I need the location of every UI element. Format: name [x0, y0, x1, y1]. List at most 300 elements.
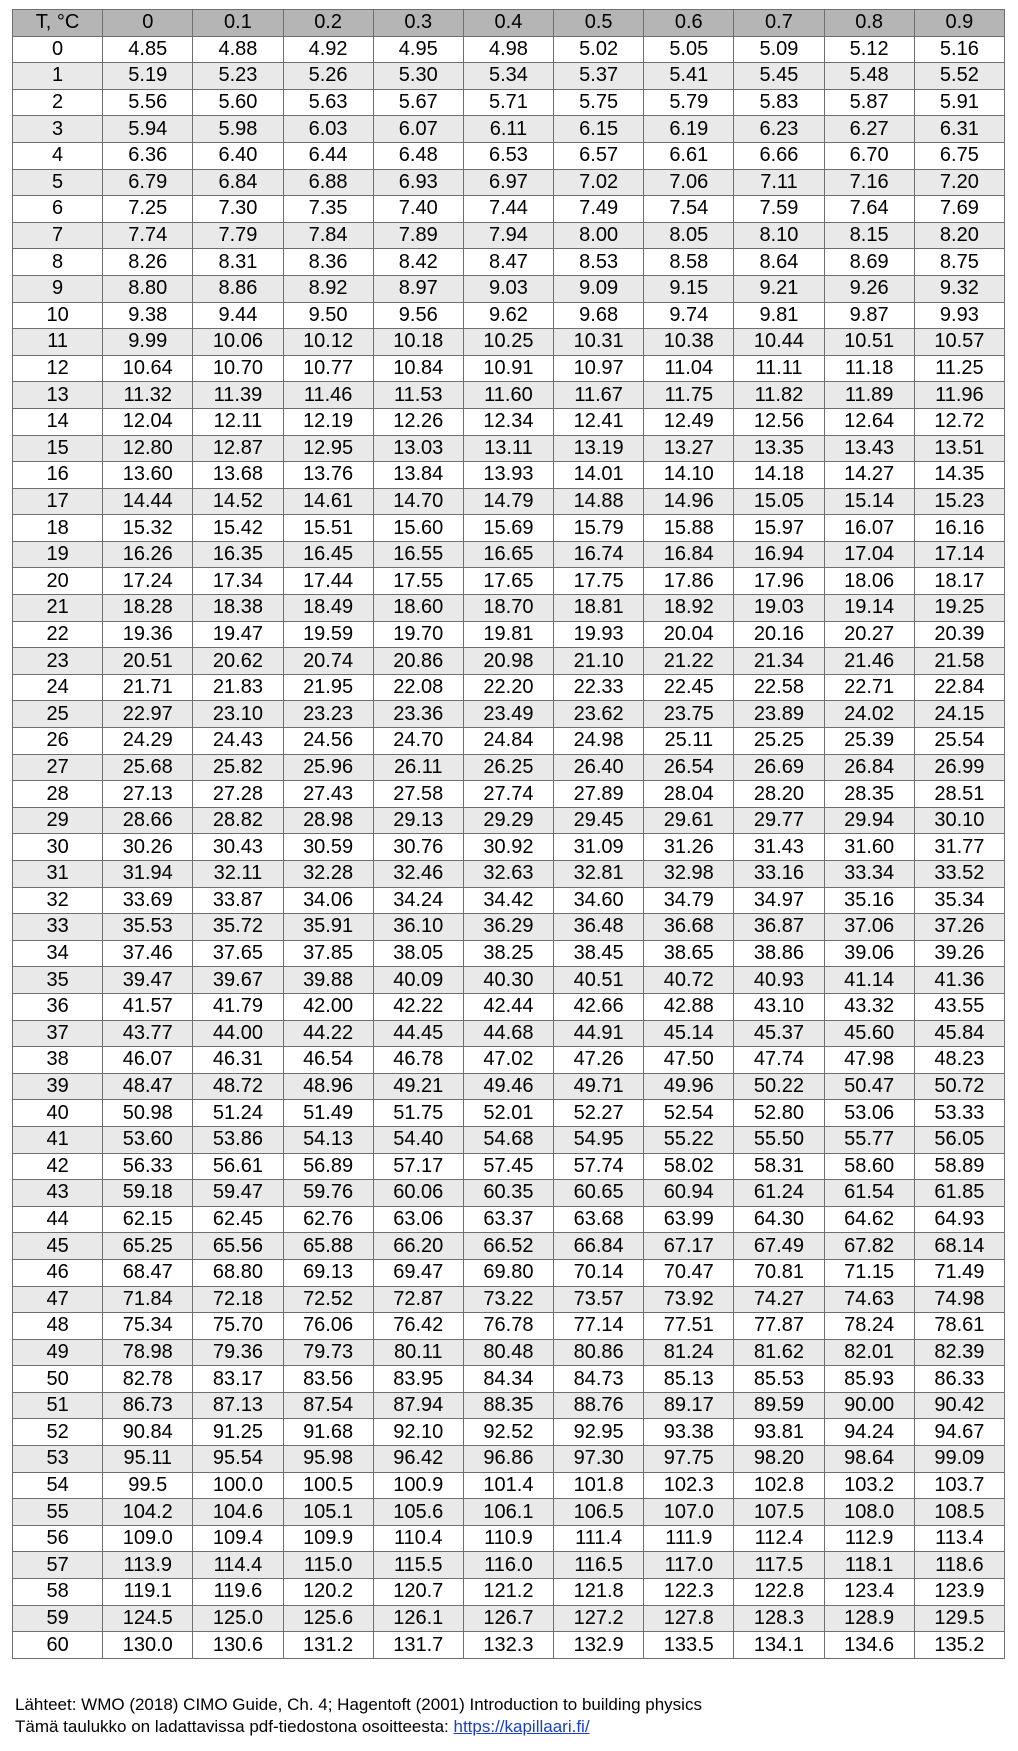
table-cell: 15.51 — [283, 515, 373, 542]
row-temperature-cell: 43 — [13, 1180, 103, 1207]
table-cell: 63.06 — [373, 1206, 463, 1233]
table-cell: 116.5 — [554, 1552, 644, 1579]
table-cell: 46.31 — [193, 1047, 283, 1074]
table-cell: 121.8 — [554, 1579, 644, 1606]
table-cell: 19.25 — [914, 595, 1004, 622]
table-cell: 63.99 — [644, 1206, 734, 1233]
table-cell: 72.87 — [373, 1286, 463, 1313]
table-cell: 6.93 — [373, 169, 463, 196]
table-cell: 54.95 — [554, 1126, 644, 1153]
table-cell: 122.3 — [644, 1579, 734, 1606]
table-cell: 24.15 — [914, 701, 1004, 728]
table-cell: 6.27 — [824, 116, 914, 143]
table-cell: 5.05 — [644, 36, 734, 63]
table-cell: 114.4 — [193, 1552, 283, 1579]
table-cell: 9.32 — [914, 275, 1004, 302]
table-cell: 59.76 — [283, 1180, 373, 1207]
table-cell: 51.24 — [193, 1100, 283, 1127]
table-cell: 32.46 — [373, 861, 463, 888]
table-cell: 84.34 — [463, 1366, 553, 1393]
table-cell: 33.34 — [824, 861, 914, 888]
table-header-row — [13, 10, 1005, 37]
table-cell: 20.04 — [644, 621, 734, 648]
table-cell: 13.76 — [283, 462, 373, 489]
row-temperature-cell: 6 — [13, 196, 103, 223]
row-temperature-cell: 13 — [13, 382, 103, 409]
table-cell: 45.14 — [644, 1020, 734, 1047]
table-cell: 20.74 — [283, 648, 373, 675]
table-cell: 6.84 — [193, 169, 283, 196]
table-cell: 38.45 — [554, 940, 644, 967]
table-cell: 68.80 — [193, 1259, 283, 1286]
table-cell: 5.63 — [283, 89, 373, 116]
table-cell: 30.59 — [283, 834, 373, 861]
table-cell: 31.43 — [734, 834, 824, 861]
table-row — [13, 781, 1005, 808]
table-cell: 9.68 — [554, 302, 644, 329]
table-cell: 10.77 — [283, 355, 373, 382]
row-temperature-cell: 25 — [13, 701, 103, 728]
table-row — [13, 621, 1005, 648]
table-cell: 120.7 — [373, 1579, 463, 1606]
table-cell: 8.53 — [554, 249, 644, 276]
table-cell: 115.0 — [283, 1552, 373, 1579]
table-cell: 9.99 — [103, 329, 193, 356]
table-cell: 8.05 — [644, 222, 734, 249]
table-cell: 92.52 — [463, 1419, 553, 1446]
row-temperature-cell: 18 — [13, 515, 103, 542]
table-cell: 12.56 — [734, 408, 824, 435]
row-temperature-cell: 21 — [13, 595, 103, 622]
table-cell: 46.07 — [103, 1047, 193, 1074]
table-cell: 18.49 — [283, 595, 373, 622]
table-cell: 59.18 — [103, 1180, 193, 1207]
table-cell: 27.74 — [463, 781, 553, 808]
table-cell: 44.91 — [554, 1020, 644, 1047]
table-row — [13, 1286, 1005, 1313]
table-cell: 43.55 — [914, 993, 1004, 1020]
table-row — [13, 275, 1005, 302]
table-cell: 7.25 — [103, 196, 193, 223]
table-cell: 78.61 — [914, 1313, 1004, 1340]
column-header: T, °C — [13, 10, 103, 37]
table-cell: 36.48 — [554, 914, 644, 941]
row-temperature-cell: 45 — [13, 1233, 103, 1260]
table-cell: 12.11 — [193, 408, 283, 435]
table-cell: 10.84 — [373, 355, 463, 382]
table-cell: 20.98 — [463, 648, 553, 675]
row-temperature-cell: 41 — [13, 1126, 103, 1153]
table-row — [13, 1126, 1005, 1153]
table-cell: 19.14 — [824, 595, 914, 622]
table-cell: 37.06 — [824, 914, 914, 941]
table-cell: 83.95 — [373, 1366, 463, 1393]
table-cell: 18.06 — [824, 568, 914, 595]
table-cell: 99.09 — [914, 1446, 1004, 1473]
table-cell: 30.26 — [103, 834, 193, 861]
table-cell: 32.11 — [193, 861, 283, 888]
table-cell: 47.50 — [644, 1047, 734, 1074]
table-cell: 5.48 — [824, 63, 914, 90]
table-cell: 15.60 — [373, 515, 463, 542]
column-header: 0.3 — [373, 10, 463, 37]
table-cell: 32.63 — [463, 861, 553, 888]
table-cell: 123.9 — [914, 1579, 1004, 1606]
table-cell: 6.19 — [644, 116, 734, 143]
table-cell: 48.23 — [914, 1047, 1004, 1074]
table-cell: 101.8 — [554, 1472, 644, 1499]
table-cell: 56.89 — [283, 1153, 373, 1180]
table-cell: 29.61 — [644, 807, 734, 834]
table-cell: 11.46 — [283, 382, 373, 409]
table-cell: 119.1 — [103, 1579, 193, 1606]
table-cell: 56.61 — [193, 1153, 283, 1180]
table-cell: 14.01 — [554, 462, 644, 489]
table-cell: 108.5 — [914, 1499, 1004, 1526]
table-cell: 9.81 — [734, 302, 824, 329]
table-cell: 19.47 — [193, 621, 283, 648]
table-cell: 7.11 — [734, 169, 824, 196]
table-cell: 30.92 — [463, 834, 553, 861]
table-cell: 33.87 — [193, 887, 283, 914]
table-cell: 49.46 — [463, 1073, 553, 1100]
table-cell: 112.4 — [734, 1525, 824, 1552]
table-cell: 64.30 — [734, 1206, 824, 1233]
row-temperature-cell: 3 — [13, 116, 103, 143]
table-cell: 12.64 — [824, 408, 914, 435]
table-cell: 60.35 — [463, 1180, 553, 1207]
row-temperature-cell: 35 — [13, 967, 103, 994]
table-cell: 48.96 — [283, 1073, 373, 1100]
table-cell: 80.11 — [373, 1339, 463, 1366]
row-temperature-cell: 38 — [13, 1047, 103, 1074]
table-cell: 53.86 — [193, 1126, 283, 1153]
row-temperature-cell: 59 — [13, 1605, 103, 1632]
table-row — [13, 754, 1005, 781]
table-cell: 29.13 — [373, 807, 463, 834]
row-temperature-cell: 5 — [13, 169, 103, 196]
table-cell: 129.5 — [914, 1605, 1004, 1632]
table-cell: 55.50 — [734, 1126, 824, 1153]
table-body — [13, 36, 1005, 1658]
table-cell: 5.19 — [103, 63, 193, 90]
table-cell: 40.51 — [554, 967, 644, 994]
table-cell: 22.20 — [463, 674, 553, 701]
table-cell: 7.54 — [644, 196, 734, 223]
table-cell: 14.10 — [644, 462, 734, 489]
table-cell: 39.67 — [193, 967, 283, 994]
table-cell: 75.70 — [193, 1313, 283, 1340]
table-cell: 6.40 — [193, 142, 283, 169]
table-cell: 74.98 — [914, 1286, 1004, 1313]
table-row — [13, 993, 1005, 1020]
table-cell: 11.11 — [734, 355, 824, 382]
table-cell: 5.87 — [824, 89, 914, 116]
table-cell: 107.5 — [734, 1499, 824, 1526]
table-cell: 66.20 — [373, 1233, 463, 1260]
table-cell: 69.47 — [373, 1259, 463, 1286]
table-cell: 36.29 — [463, 914, 553, 941]
table-cell: 4.92 — [283, 36, 373, 63]
table-cell: 51.75 — [373, 1100, 463, 1127]
table-cell: 130.0 — [103, 1632, 193, 1659]
table-cell: 58.02 — [644, 1153, 734, 1180]
table-cell: 97.30 — [554, 1446, 644, 1473]
table-cell: 8.36 — [283, 249, 373, 276]
table-cell: 99.5 — [103, 1472, 193, 1499]
table-row — [13, 329, 1005, 356]
table-cell: 134.1 — [734, 1632, 824, 1659]
table-cell: 44.00 — [193, 1020, 283, 1047]
table-row — [13, 89, 1005, 116]
table-cell: 16.35 — [193, 541, 283, 568]
table-cell: 5.98 — [193, 116, 283, 143]
table-cell: 31.09 — [554, 834, 644, 861]
table-cell: 27.28 — [193, 781, 283, 808]
table-cell: 12.26 — [373, 408, 463, 435]
table-cell: 16.16 — [914, 515, 1004, 542]
table-cell: 8.69 — [824, 249, 914, 276]
table-row — [13, 515, 1005, 542]
table-cell: 57.74 — [554, 1153, 644, 1180]
table-cell: 26.54 — [644, 754, 734, 781]
table-cell: 121.2 — [463, 1579, 553, 1606]
table-row — [13, 1446, 1005, 1473]
table-cell: 5.52 — [914, 63, 1004, 90]
table-cell: 35.53 — [103, 914, 193, 941]
table-cell: 14.35 — [914, 462, 1004, 489]
table-row — [13, 1100, 1005, 1127]
table-cell: 14.96 — [644, 488, 734, 515]
table-cell: 100.5 — [283, 1472, 373, 1499]
table-cell: 18.28 — [103, 595, 193, 622]
table-cell: 107.0 — [644, 1499, 734, 1526]
table-row — [13, 595, 1005, 622]
table-cell: 7.59 — [734, 196, 824, 223]
table-cell: 6.15 — [554, 116, 644, 143]
table-cell: 32.98 — [644, 861, 734, 888]
table-cell: 25.25 — [734, 728, 824, 755]
table-cell: 7.89 — [373, 222, 463, 249]
table-cell: 131.2 — [283, 1632, 373, 1659]
table-cell: 77.87 — [734, 1313, 824, 1340]
table-cell: 98.20 — [734, 1446, 824, 1473]
table-row — [13, 1419, 1005, 1446]
table-cell: 21.58 — [914, 648, 1004, 675]
table-cell: 13.60 — [103, 462, 193, 489]
table-row — [13, 1073, 1005, 1100]
table-cell: 54.13 — [283, 1126, 373, 1153]
table-cell: 14.88 — [554, 488, 644, 515]
table-cell: 16.55 — [373, 541, 463, 568]
table-cell: 8.97 — [373, 275, 463, 302]
table-cell: 12.04 — [103, 408, 193, 435]
table-row — [13, 887, 1005, 914]
table-cell: 5.41 — [644, 63, 734, 90]
table-cell: 19.59 — [283, 621, 373, 648]
table-cell: 76.06 — [283, 1313, 373, 1340]
table-cell: 81.24 — [644, 1339, 734, 1366]
row-temperature-cell: 16 — [13, 462, 103, 489]
download-text: Tämä taulukko on ladattavissa pdf-tiedostona osoitteesta: — [15, 1717, 454, 1736]
table-cell: 11.18 — [824, 355, 914, 382]
row-temperature-cell: 8 — [13, 249, 103, 276]
table-cell: 10.18 — [373, 329, 463, 356]
table-cell: 22.97 — [103, 701, 193, 728]
table-cell: 23.49 — [463, 701, 553, 728]
table-row — [13, 1579, 1005, 1606]
row-temperature-cell: 48 — [13, 1313, 103, 1340]
table-cell: 60.06 — [373, 1180, 463, 1207]
table-cell: 9.38 — [103, 302, 193, 329]
table-cell: 17.75 — [554, 568, 644, 595]
table-cell: 118.6 — [914, 1552, 1004, 1579]
table-row — [13, 648, 1005, 675]
table-cell: 34.24 — [373, 887, 463, 914]
table-cell: 39.06 — [824, 940, 914, 967]
table-row — [13, 249, 1005, 276]
table-cell: 89.17 — [644, 1392, 734, 1419]
table-cell: 61.85 — [914, 1180, 1004, 1207]
table-cell: 122.8 — [734, 1579, 824, 1606]
table-cell: 48.72 — [193, 1073, 283, 1100]
table-cell: 91.25 — [193, 1419, 283, 1446]
table-cell: 37.85 — [283, 940, 373, 967]
table-cell: 39.47 — [103, 967, 193, 994]
table-cell: 8.42 — [373, 249, 463, 276]
table-cell: 27.89 — [554, 781, 644, 808]
table-cell: 126.1 — [373, 1605, 463, 1632]
table-cell: 47.74 — [734, 1047, 824, 1074]
table-cell: 7.94 — [463, 222, 553, 249]
table-cell: 7.74 — [103, 222, 193, 249]
table-cell: 113.9 — [103, 1552, 193, 1579]
table-cell: 96.42 — [373, 1446, 463, 1473]
table-cell: 21.10 — [554, 648, 644, 675]
table-cell: 49.71 — [554, 1073, 644, 1100]
download-link[interactable]: https://kapillaari.fi/ — [453, 1717, 590, 1736]
table-row — [13, 382, 1005, 409]
table-cell: 66.84 — [554, 1233, 644, 1260]
table-cell: 6.48 — [373, 142, 463, 169]
table-cell: 10.70 — [193, 355, 283, 382]
table-cell: 44.68 — [463, 1020, 553, 1047]
table-cell: 7.02 — [554, 169, 644, 196]
table-cell: 9.26 — [824, 275, 914, 302]
row-temperature-cell: 24 — [13, 674, 103, 701]
table-cell: 20.51 — [103, 648, 193, 675]
table-cell: 133.5 — [644, 1632, 734, 1659]
table-cell: 25.11 — [644, 728, 734, 755]
table-row — [13, 834, 1005, 861]
table-cell: 14.52 — [193, 488, 283, 515]
table-cell: 10.97 — [554, 355, 644, 382]
table-cell: 10.31 — [554, 329, 644, 356]
table-cell: 16.45 — [283, 541, 373, 568]
table-cell: 5.67 — [373, 89, 463, 116]
table-cell: 9.21 — [734, 275, 824, 302]
table-cell: 86.73 — [103, 1392, 193, 1419]
table-cell: 100.9 — [373, 1472, 463, 1499]
table-cell: 95.54 — [193, 1446, 283, 1473]
table-cell: 71.49 — [914, 1259, 1004, 1286]
table-cell: 6.36 — [103, 142, 193, 169]
table-cell: 8.15 — [824, 222, 914, 249]
table-cell: 37.46 — [103, 940, 193, 967]
table-cell: 7.20 — [914, 169, 1004, 196]
table-cell: 7.64 — [824, 196, 914, 223]
table-cell: 12.80 — [103, 435, 193, 462]
table-cell: 57.17 — [373, 1153, 463, 1180]
table-cell: 77.14 — [554, 1313, 644, 1340]
row-temperature-cell: 56 — [13, 1525, 103, 1552]
table-row — [13, 1259, 1005, 1286]
download-note — [15, 1716, 590, 1738]
table-cell: 111.9 — [644, 1525, 734, 1552]
table-cell: 63.37 — [463, 1206, 553, 1233]
table-cell: 29.45 — [554, 807, 644, 834]
table-cell: 5.34 — [463, 63, 553, 90]
table-cell: 16.84 — [644, 541, 734, 568]
table-cell: 28.04 — [644, 781, 734, 808]
table-cell: 102.8 — [734, 1472, 824, 1499]
table-cell: 8.20 — [914, 222, 1004, 249]
table-cell: 5.16 — [914, 36, 1004, 63]
table-cell: 88.76 — [554, 1392, 644, 1419]
table-cell: 11.82 — [734, 382, 824, 409]
table-cell: 24.98 — [554, 728, 644, 755]
table-cell: 21.46 — [824, 648, 914, 675]
table-cell: 18.60 — [373, 595, 463, 622]
table-cell: 25.96 — [283, 754, 373, 781]
table-cell: 65.88 — [283, 1233, 373, 1260]
table-cell: 8.86 — [193, 275, 283, 302]
column-header: 0.5 — [554, 10, 644, 37]
table-cell: 39.88 — [283, 967, 373, 994]
table-row — [13, 302, 1005, 329]
row-temperature-cell: 54 — [13, 1472, 103, 1499]
table-cell: 117.5 — [734, 1552, 824, 1579]
table-cell: 53.60 — [103, 1126, 193, 1153]
table-cell: 12.41 — [554, 408, 644, 435]
table-cell: 93.81 — [734, 1419, 824, 1446]
table-cell: 38.25 — [463, 940, 553, 967]
table-cell: 22.33 — [554, 674, 644, 701]
table-cell: 6.97 — [463, 169, 553, 196]
table-row — [13, 674, 1005, 701]
table-cell: 21.34 — [734, 648, 824, 675]
table-cell: 134.6 — [824, 1632, 914, 1659]
row-temperature-cell: 23 — [13, 648, 103, 675]
table-cell: 12.95 — [283, 435, 373, 462]
table-cell: 106.1 — [463, 1499, 553, 1526]
row-temperature-cell: 11 — [13, 329, 103, 356]
table-cell: 38.86 — [734, 940, 824, 967]
table-cell: 14.27 — [824, 462, 914, 489]
table-cell: 40.30 — [463, 967, 553, 994]
table-cell: 95.11 — [103, 1446, 193, 1473]
table-cell: 43.32 — [824, 993, 914, 1020]
table-cell: 67.49 — [734, 1233, 824, 1260]
table-cell: 7.79 — [193, 222, 283, 249]
table-cell: 15.32 — [103, 515, 193, 542]
row-temperature-cell: 1 — [13, 63, 103, 90]
table-cell: 41.36 — [914, 967, 1004, 994]
table-cell: 13.11 — [463, 435, 553, 462]
row-temperature-cell: 0 — [13, 36, 103, 63]
table-cell: 73.92 — [644, 1286, 734, 1313]
table-cell: 34.79 — [644, 887, 734, 914]
